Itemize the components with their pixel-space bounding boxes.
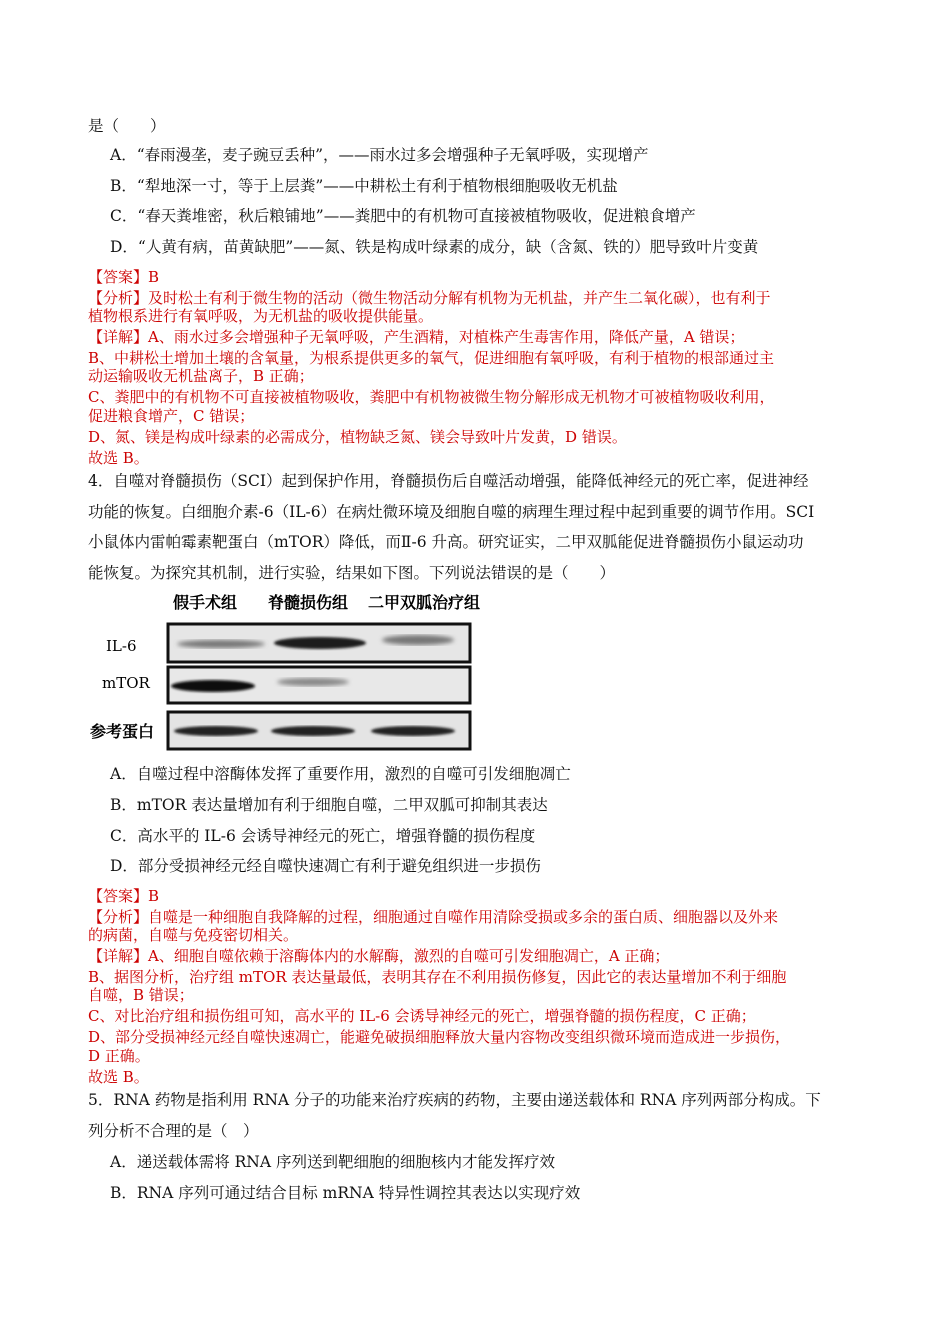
q5-stem-line: 5．RNA 药物是指利用 RNA 分子的功能来治疗疾病的药物，主要由递送载体和 RNA 序列两部分构成。下	[88, 1091, 821, 1109]
q4-option-d: D．部分受损神经元经自噬快速凋亡有利于避免组织进一步损伤	[110, 857, 541, 875]
band-mtor-sham	[171, 680, 255, 692]
q3-option-a: A．“春雨漫垄，麦子豌豆丢种”，——雨水过多会增强种子无氧呼吸，实现增产	[110, 146, 649, 164]
q5-stem-line: 列分析不合理的是（ ）	[88, 1122, 259, 1140]
q4-detail-line: D 正确。	[88, 1047, 150, 1065]
q4-option-b: B．mTOR 表达量增加有利于细胞自噬，二甲双胍可抑制其表达	[110, 796, 548, 814]
q3-analysis-line: 植物根系进行有氧呼吸，为无机盐的吸收提供能量。	[88, 307, 434, 325]
q3-detail-line: 促进粮食增产，C 错误；	[88, 407, 255, 425]
band-reference-sham	[174, 726, 258, 736]
band-il6-sham	[177, 640, 265, 648]
q3-stem-tail: 是（ ）	[88, 117, 166, 135]
band-il6-metformin	[382, 635, 454, 645]
column-label-metformin: 二甲双胍治疗组	[368, 593, 481, 612]
q3-analysis-line: 【分析】及时松土有利于微生物的活动（微生物活动分解有机物为无机盐，并产生二氧化碳），也有利于	[88, 289, 771, 307]
blot-panel-reference	[168, 712, 470, 749]
q4-detail-line: D、部分受损神经元经自噬快速凋亡，能避免破损细胞释放大量内容物改变组织微环境而造成进一步损伤，	[88, 1028, 791, 1046]
q4-answer: 【答案】B	[88, 887, 160, 905]
q4-stem-line: 4．自噬对脊髓损伤（SCI）起到保护作用，脊髓损伤后自噬活动增强，能降低神经元的死亡率，促进神经	[88, 472, 809, 490]
band-reference-metformin	[371, 726, 455, 736]
q4-stem-line: 小鼠体内雷帕霉素靶蛋白（mTOR）降低，而Ⅱ-6 升高。研究证实，二甲双胍能促进脊髓损伤小鼠运动功	[88, 533, 804, 551]
q5-option-b: B．RNA 序列可通过结合目标 mRNA 特异性调控其表达以实现疗效	[110, 1184, 581, 1202]
q4-option-c: C．高水平的 IL-6 会诱导神经元的死亡，增强脊髓的损伤程度	[110, 827, 536, 845]
q3-detail-line: 动运输吸收无机盐离子，B 正确；	[88, 367, 314, 385]
band-mtor-sci	[277, 678, 349, 686]
q4-detail-line: 自噬，B 错误；	[88, 986, 194, 1004]
q3-detail-line: 【详解】A、雨水过多会增强种子无氧呼吸，产生酒精，对植株产生毒害作用，降低产量，A 错误；	[88, 328, 745, 346]
q5-option-a: A．递送载体需将 RNA 序列送到靶细胞的细胞核内才能发挥疗效	[110, 1153, 555, 1171]
western-blot-figure	[88, 588, 498, 753]
column-label-sci: 脊髓损伤组	[268, 593, 349, 612]
band-reference-sci	[271, 726, 355, 736]
q3-detail-line: B、中耕松土增加土壤的含氧量，为根系提供更多的氧气，促进细胞有氧呼吸，有利于植物的根部通过主	[88, 349, 775, 367]
q4-detail-line: 【详解】A、细胞自噬依赖于溶酶体内的水解酶，激烈的自噬可引发细胞凋亡，A 正确；	[88, 947, 670, 965]
q4-detail-line: B、据图分析，治疗组 mTOR 表达量最低，表明其存在不利用损伤修复，因此它的表达量增加不利于细胞	[88, 968, 787, 986]
row-label-reference-protein: 参考蛋白	[90, 722, 155, 741]
row-label-mtor: mTOR	[102, 674, 150, 692]
q3-option-c: C．“春天粪堆密，秋后粮铺地”——粪肥中的有机物可直接被植物吸收，促进粮食增产	[110, 207, 696, 225]
row-label-il6: IL-6	[106, 637, 137, 655]
q3-detail-line: C、粪肥中的有机物不可直接被植物吸收，粪肥中有机物被微生物分解形成无机物才可被植物吸收利用，	[88, 388, 775, 406]
q3-option-d: D．“人黄有病，苗黄缺肥”——氮、铁是构成叶绿素的成分，缺（含氮、铁的）肥导致叶片变黄	[110, 238, 759, 256]
column-label-sham: 假手术组	[173, 593, 238, 612]
band-il6-sci	[274, 637, 366, 649]
q3-detail-line: D、氮、镁是构成叶绿素的必需成分，植物缺乏氮、镁会导致叶片发黄，D 错误。	[88, 428, 627, 446]
q3-option-b: B．“犁地深一寸，等于上层粪”——中耕松土有利于植物根细胞吸收无机盐	[110, 177, 618, 195]
q3-detail-line: 故选 B。	[88, 449, 149, 467]
q4-option-a: A．自噬过程中溶酶体发挥了重要作用，激烈的自噬可引发细胞凋亡	[110, 765, 571, 783]
blot-panel-il6	[168, 624, 470, 662]
q3-answer: 【答案】B	[88, 268, 160, 286]
q4-stem-line: 能恢复。为探究其机制，进行实验，结果如下图。下列说法错误的是（ ）	[88, 564, 616, 582]
q4-analysis-line: 的病菌，自噬与免疫密切相关。	[88, 926, 299, 944]
blot-panel-mtor	[168, 667, 470, 703]
q4-analysis-line: 【分析】自噬是一种细胞自我降解的过程，细胞通过自噬作用清除受损或多余的蛋白质、细胞器以及外来	[88, 908, 779, 926]
q4-detail-line: C、对比治疗组和损伤组可知，高水平的 IL-6 会诱导神经元的死亡，增强脊髓的损伤程度，C 正确；	[88, 1007, 756, 1025]
q4-stem-line: 功能的恢复。白细胞介素-6（IL-6）在病灶微环境及细胞自噬的病理生理过程中起到重要的调节作用。SCI	[88, 503, 815, 521]
q4-detail-line: 故选 B。	[88, 1068, 149, 1086]
